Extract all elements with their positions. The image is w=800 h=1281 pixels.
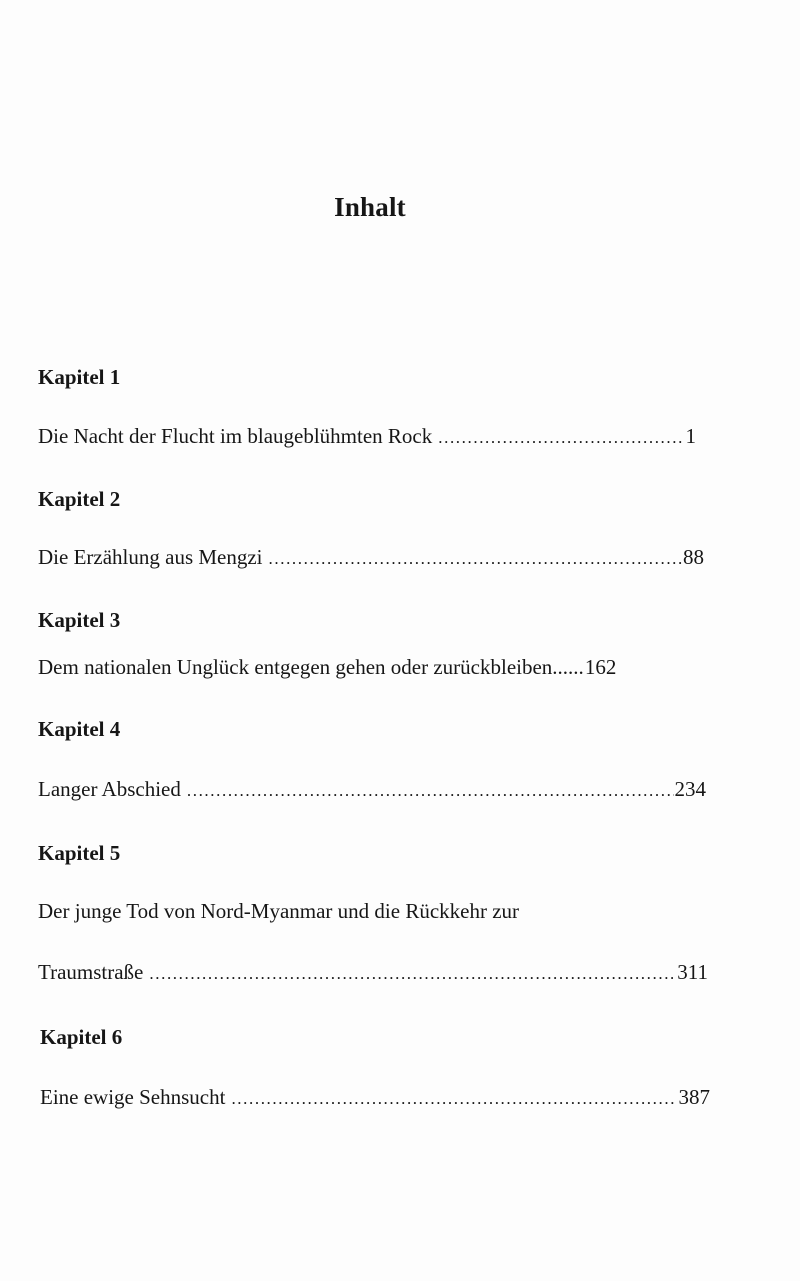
toc-entry-5-line1: Der junge Tod von Nord-Myanmar und die Rückkehr zur [38, 899, 520, 923]
toc-entry-5 [38, 960, 708, 985]
toc-page-number: 1 [685, 424, 696, 448]
toc-page-number: 162 [584, 655, 617, 679]
chapter-heading-5: Kapitel 5 [38, 841, 121, 865]
toc-entry-title: Die Erzählung aus Mengzi [38, 545, 263, 569]
toc-page-number: 88 [683, 545, 704, 569]
toc-entry-title: Traumstraße [38, 960, 144, 984]
dot-leader [149, 964, 673, 984]
toc-title: Inhalt [334, 192, 406, 222]
toc-entry-title: Langer Abschied [38, 777, 181, 801]
toc-entry-4 [38, 777, 706, 802]
chapter-heading-2: Kapitel 2 [38, 487, 121, 511]
chapter-heading-6: Kapitel 6 [40, 1025, 123, 1049]
dot-leader [187, 781, 674, 801]
toc-entry-6 [40, 1085, 710, 1110]
toc-entry-3 [38, 655, 708, 680]
toc-entry-title: Die Nacht der Flucht im blaugeblühmten Rock [38, 424, 433, 448]
dot-leader [269, 549, 682, 569]
toc-page-number: 311 [677, 960, 708, 984]
toc-entry-1 [38, 424, 696, 449]
chapter-heading-3: Kapitel 3 [38, 608, 121, 632]
dot-leader [438, 428, 681, 448]
toc-page-number: 234 [674, 777, 706, 801]
toc-page-number: 387 [678, 1085, 710, 1109]
dot-leader [231, 1089, 674, 1109]
toc-entry-title: Eine ewige Sehnsucht [40, 1085, 226, 1109]
chapter-heading-4: Kapitel 4 [38, 717, 121, 741]
toc-entry-2 [38, 545, 704, 570]
chapter-heading-1: Kapitel 1 [38, 365, 121, 389]
toc-entry-title: Dem nationalen Unglück entgegen gehen oder zurückbleiben...... [38, 655, 584, 679]
